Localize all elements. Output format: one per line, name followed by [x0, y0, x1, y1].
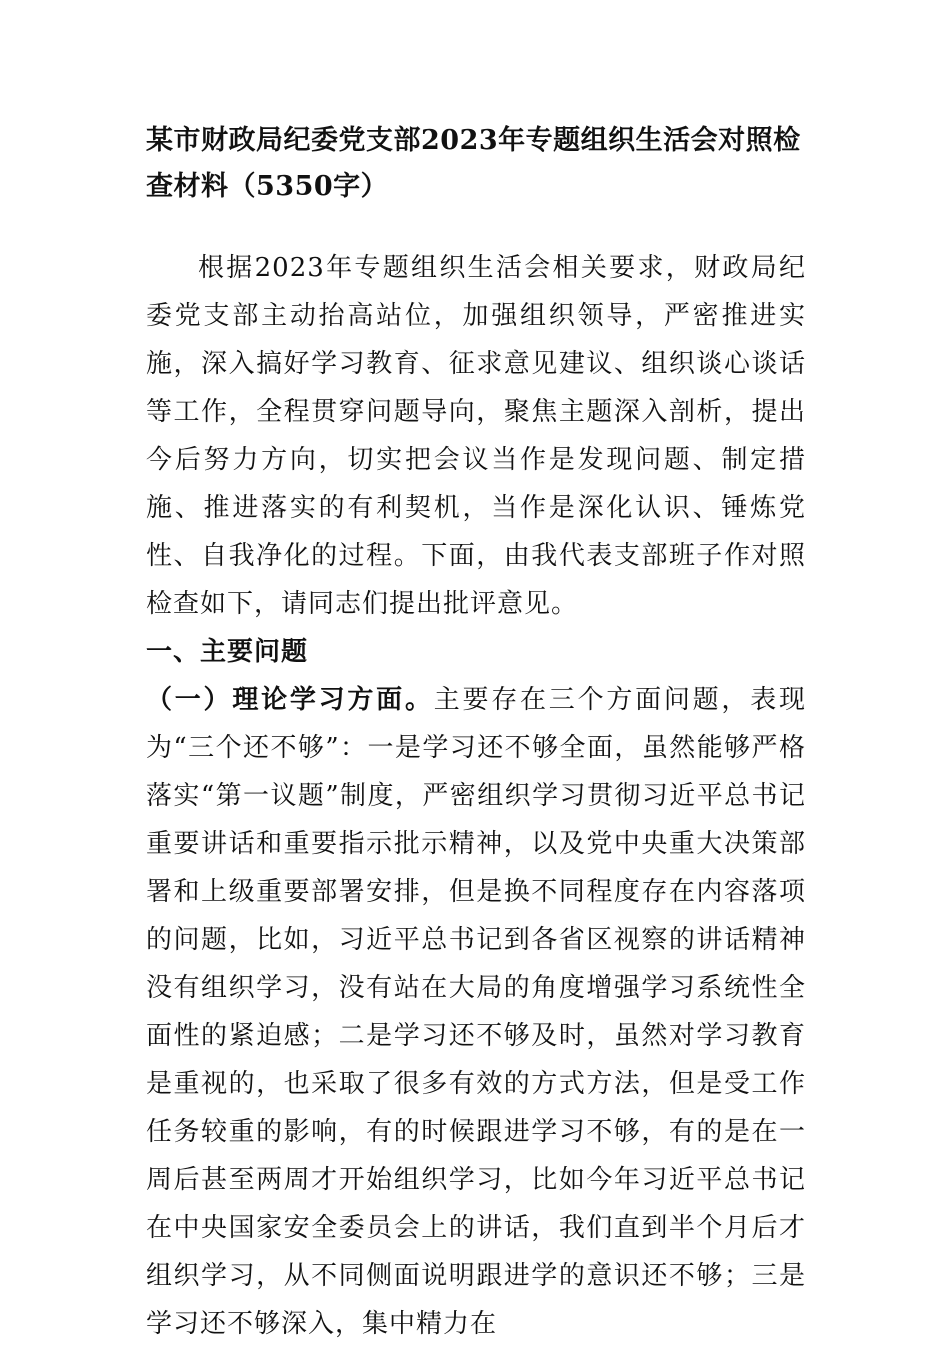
theory-study-paragraph — [146, 676, 806, 1348]
subsection-body-theory-study: 主要存在三个方面问题，表现为“三个还不够”：一是学习还不够全面，虽然能够严格落实“第一议题”制度，严密组织学习贯彻习近平总书记重要讲话和重要指示批示精神，以及党中央重大决策部署和上级重要部署安排，但是换不同程度存在内容落项的问题，比如，习近平总书记到各省区视察的讲话精神没有组织学习，没有站在大局的角度增强学习系统性全面性的紧迫感；二是学习还不够及时，虽然对学习教育是重视的，也采取了很多有效的方式方法，但是受工作任务较重的影响，有的时候跟进学习不够，有的是在一周后甚至两周才开始组织学习，比如今年习近平总书记在中央国家安全委员会上的讲话，我们直到半个月后才组织学习，从不同侧面说明跟进学的意识还不够；三是学习还不够深入，集中精力在 — [146, 685, 806, 1339]
subsection-lead-theory-study: （一）理论学习方面。 — [146, 685, 434, 715]
document-page — [146, 118, 806, 1348]
intro-paragraph: 根据2023年专题组织生活会相关要求，财政局纪委党支部主动抬高站位，加强组织领导，严密推进实施，深入搞好学习教育、征求意见建议、组织谈心谈话等工作，全程贯穿问题导向，聚焦主题深入剖析，提出今后努力方向，切实把会议当作是发现问题、制定措施、推进落实的有利契机，当作是深化认识、锤炼党性、自我净化的过程。下面，由我代表支部班子作对照检查如下，请同志们提出批评意见。 — [146, 253, 806, 619]
section-heading-main-issues: 一、主要问题 — [146, 637, 309, 667]
document-title: 某市财政局纪委党支部2023年专题组织生活会对照检查材料（5350字） — [146, 125, 801, 202]
